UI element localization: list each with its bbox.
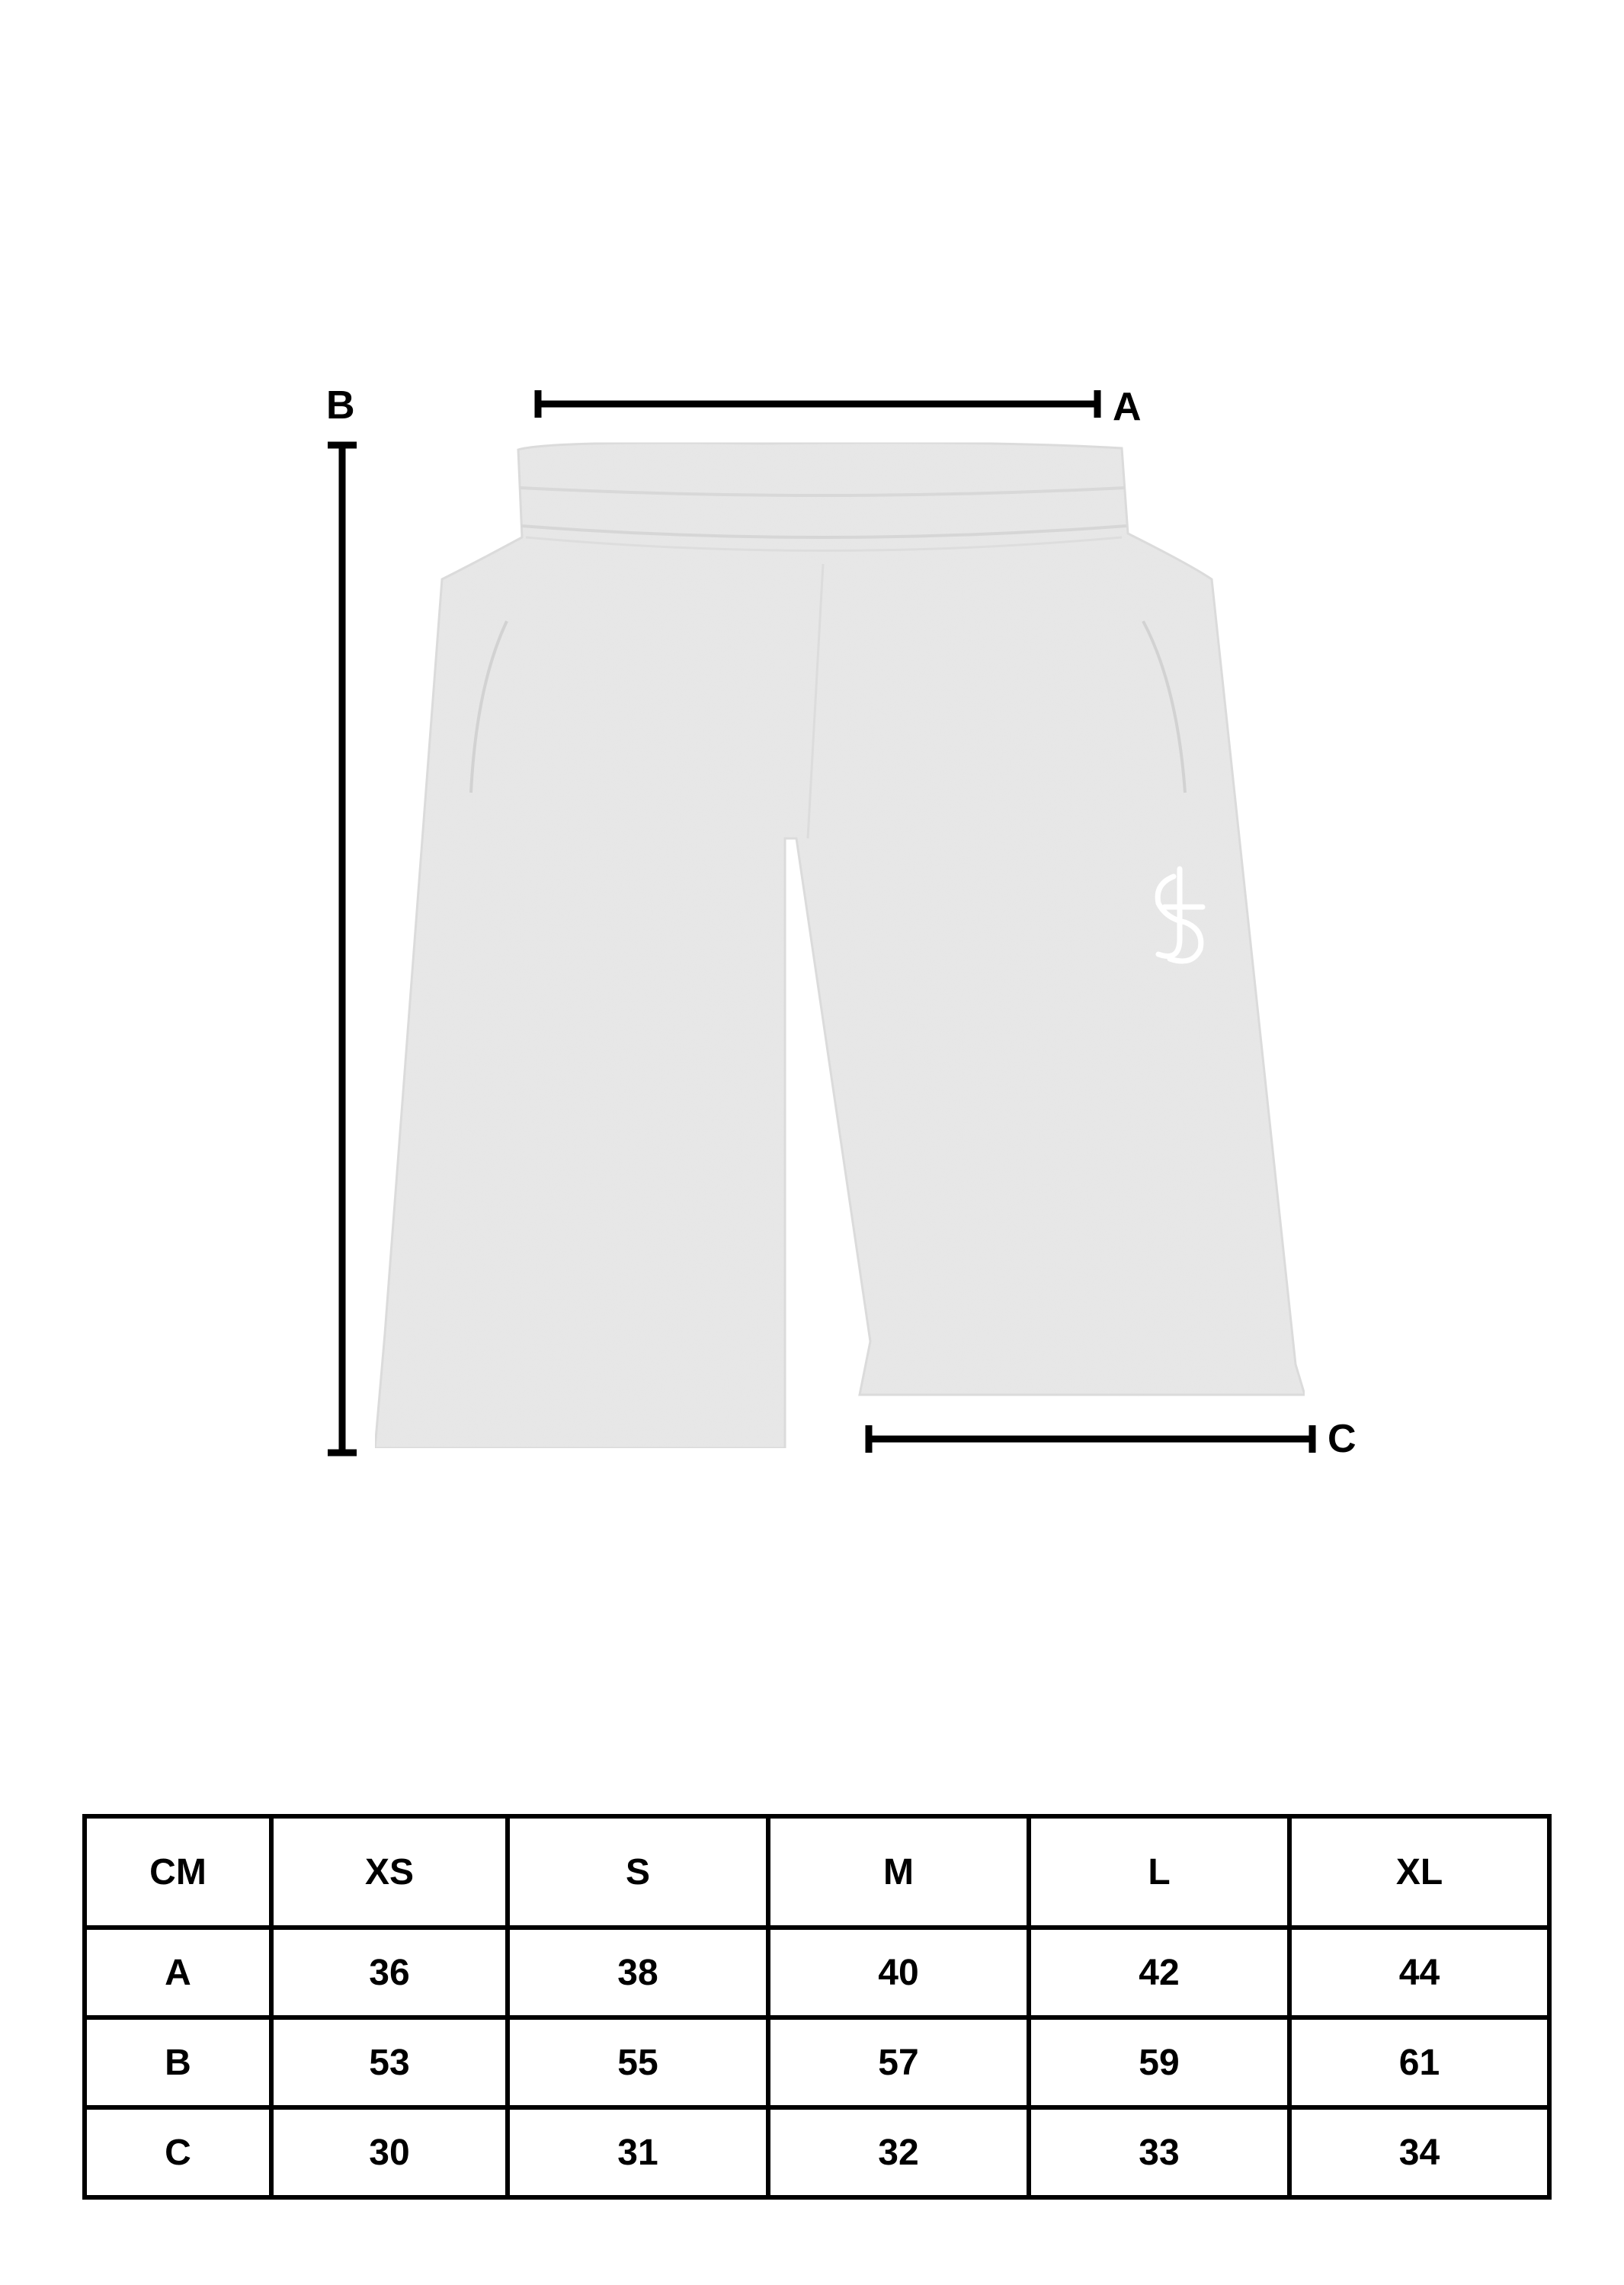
table-cell: 31 (508, 2107, 768, 2197)
table-cell: 61 (1289, 2017, 1549, 2107)
unit-header: CM (85, 1816, 271, 1928)
table-cell: 32 (768, 2107, 1029, 2197)
table-cell: 36 (271, 1928, 508, 2017)
table-cell: 42 (1029, 1928, 1289, 2017)
table-cell: 40 (768, 1928, 1029, 2017)
measure-line-b (328, 445, 357, 1453)
table-cell: 34 (1289, 2107, 1549, 2197)
row-label: B (85, 2017, 271, 2107)
measure-label-c: C (1328, 1417, 1357, 1461)
size-chart-table (82, 1814, 1552, 2200)
measure-line-c (869, 1425, 1312, 1453)
measure-label-a: A (1113, 385, 1142, 429)
shorts-garment (375, 443, 1305, 1448)
table-cell: 55 (508, 2017, 768, 2107)
table-cell: 38 (508, 1928, 768, 2017)
size-header: XL (1289, 1816, 1549, 1928)
table-cell: 30 (271, 2107, 508, 2197)
table-row (85, 2017, 1549, 2107)
size-header: XS (271, 1816, 508, 1928)
size-header: L (1029, 1816, 1289, 1928)
row-label: A (85, 1928, 271, 2017)
table-row (85, 1928, 1549, 2017)
table-cell: 57 (768, 2017, 1029, 2107)
table-cell: 59 (1029, 2017, 1289, 2107)
table-cell: 33 (1029, 2107, 1289, 2197)
row-label: C (85, 2107, 271, 2197)
size-header: S (508, 1816, 768, 1928)
measure-label-b: B (326, 383, 355, 428)
table-cell: 44 (1289, 1928, 1549, 2017)
measure-line-a (538, 390, 1097, 418)
size-header: M (768, 1816, 1029, 1928)
table-cell: 53 (271, 2017, 508, 2107)
table-row (85, 2107, 1549, 2197)
table-header-row (85, 1816, 1549, 1928)
